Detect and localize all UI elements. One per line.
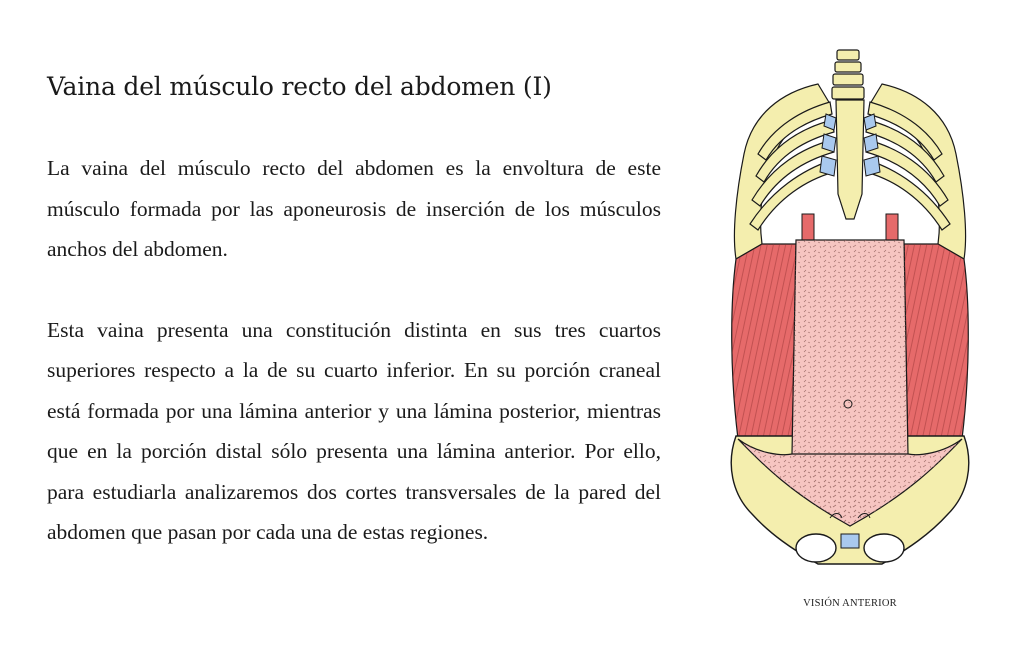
vertebral-column [832,50,864,99]
page-title: Vaina del músculo recto del abdomen (I) [47,72,552,101]
abdominal-wall-drawing [722,44,978,590]
sternum [836,100,864,219]
paragraph-intro: La vaina del músculo recto del abdomen es la envoltura de este músculo formada por las aponeurosis de inserción de los músculos anchos del abdomen. [47,156,661,261]
figure-caption: VISIÓN ANTERIOR [803,598,897,609]
anatomy-illustration [722,44,978,590]
text-column [47,66,661,553]
paragraph-constitution: Esta vaina presenta una constitución distinta en sus tres cuartos superiores respecto a la de su cuarto inferior. En su porción craneal está formada por una lámina anterior y una lámina posterior, mientras que en la porción distal sólo presenta una lámina anterior. Por ello, para estudiarla analizaremos dos cortes transversales de la pared del abdomen que pasan por cada una de estas regiones. [47,317,661,544]
